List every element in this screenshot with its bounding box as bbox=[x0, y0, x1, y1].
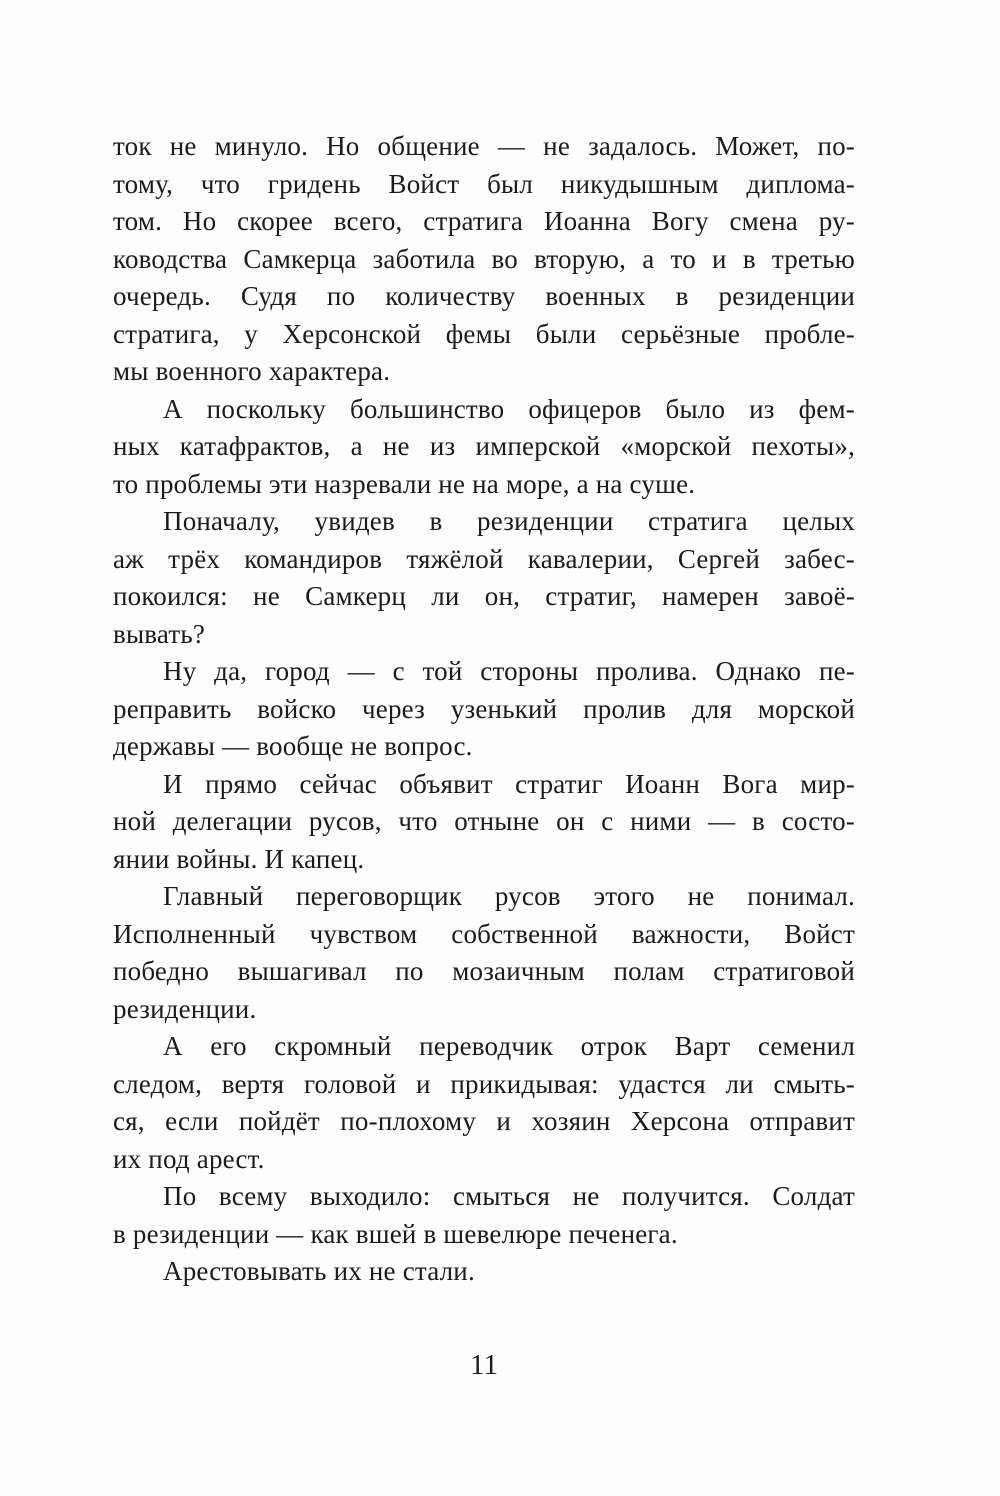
text-line: ных катафрактов, а не из имперской «морской пехоты», bbox=[113, 431, 855, 461]
text-line: А поскольку большинство офицеров было из фем- bbox=[163, 393, 855, 424]
paragraph bbox=[113, 878, 855, 1028]
text-line: ководства Самкерца заботила во вторую, а то и в третью bbox=[113, 243, 855, 274]
text-line: Арестовывать их не стали. bbox=[163, 1256, 475, 1286]
text-line: Поначалу, увидев в резиденции стратига целых bbox=[163, 506, 855, 536]
text-line: реправить войско через узенький пролив для морской bbox=[113, 693, 855, 724]
text-line: резиденции. bbox=[113, 993, 257, 1024]
text-line: мы военного характера. bbox=[113, 356, 391, 386]
text-line: очередь. Судя по количеству военных в резиденции bbox=[113, 281, 855, 311]
text-line: державы — вообще не вопрос. bbox=[113, 731, 473, 761]
text-line: ся, если пойдёт по-плохому и хозяин Херсона отправит bbox=[113, 1106, 855, 1136]
text-line: Ну да, город — с той стороны пролива. Однако пе- bbox=[163, 656, 855, 686]
text-line: ток не минуло. Но общение — не задалось. Может, по- bbox=[113, 131, 855, 161]
text-line: тому, что гридень Войст был никудышным диплома- bbox=[113, 168, 855, 199]
text-line: А его скромный переводчик отрок Варт семенил bbox=[163, 1031, 855, 1061]
text-line: вывать? bbox=[113, 618, 206, 649]
text-line: то проблемы эти назревали не на море, а на суше. bbox=[113, 468, 696, 499]
text-line: их под арест. bbox=[113, 1143, 265, 1174]
text-block bbox=[113, 128, 855, 1291]
paragraph bbox=[113, 653, 855, 766]
text-line: покоился: не Самкерц ли он, стратиг, намерен завоё- bbox=[113, 581, 855, 611]
paragraph bbox=[113, 1253, 855, 1291]
text-line: ной делегации русов, что отныне он с ними — в состо- bbox=[113, 806, 855, 836]
paragraph bbox=[113, 128, 855, 391]
text-line: янии войны. И капец. bbox=[113, 843, 365, 874]
paragraph bbox=[113, 503, 855, 653]
text-line: том. Но скорее всего, стратига Иоанна Вогу смена ру- bbox=[113, 206, 855, 236]
text-line: Главный переговорщик русов этого не понимал. bbox=[163, 881, 855, 911]
text-line: аж трёх командиров тяжёлой кавалерии, Сергей забес- bbox=[113, 543, 855, 574]
text-line: следом, вертя головой и прикидывая: удастся ли смыть- bbox=[113, 1068, 855, 1099]
text-line: стратига, у Херсонской фемы были серьёзные пробле- bbox=[113, 318, 855, 349]
paragraph bbox=[113, 391, 855, 504]
paragraph bbox=[113, 1028, 855, 1178]
text-line: победно вышагивал по мозаичным полам стратиговой bbox=[113, 956, 855, 986]
text-line: И прямо сейчас объявит стратиг Иоанн Вога мир- bbox=[163, 768, 855, 799]
paragraph bbox=[113, 1178, 855, 1253]
text-line: Исполненный чувством собственной важности, Войст bbox=[113, 918, 855, 949]
text-line: в резиденции — как вшей в шевелюре печенега. bbox=[113, 1218, 678, 1249]
paragraph bbox=[113, 766, 855, 879]
page-number: 11 bbox=[470, 1348, 498, 1381]
text-line: По всему выходило: смыться не получится. Солдат bbox=[163, 1181, 855, 1211]
